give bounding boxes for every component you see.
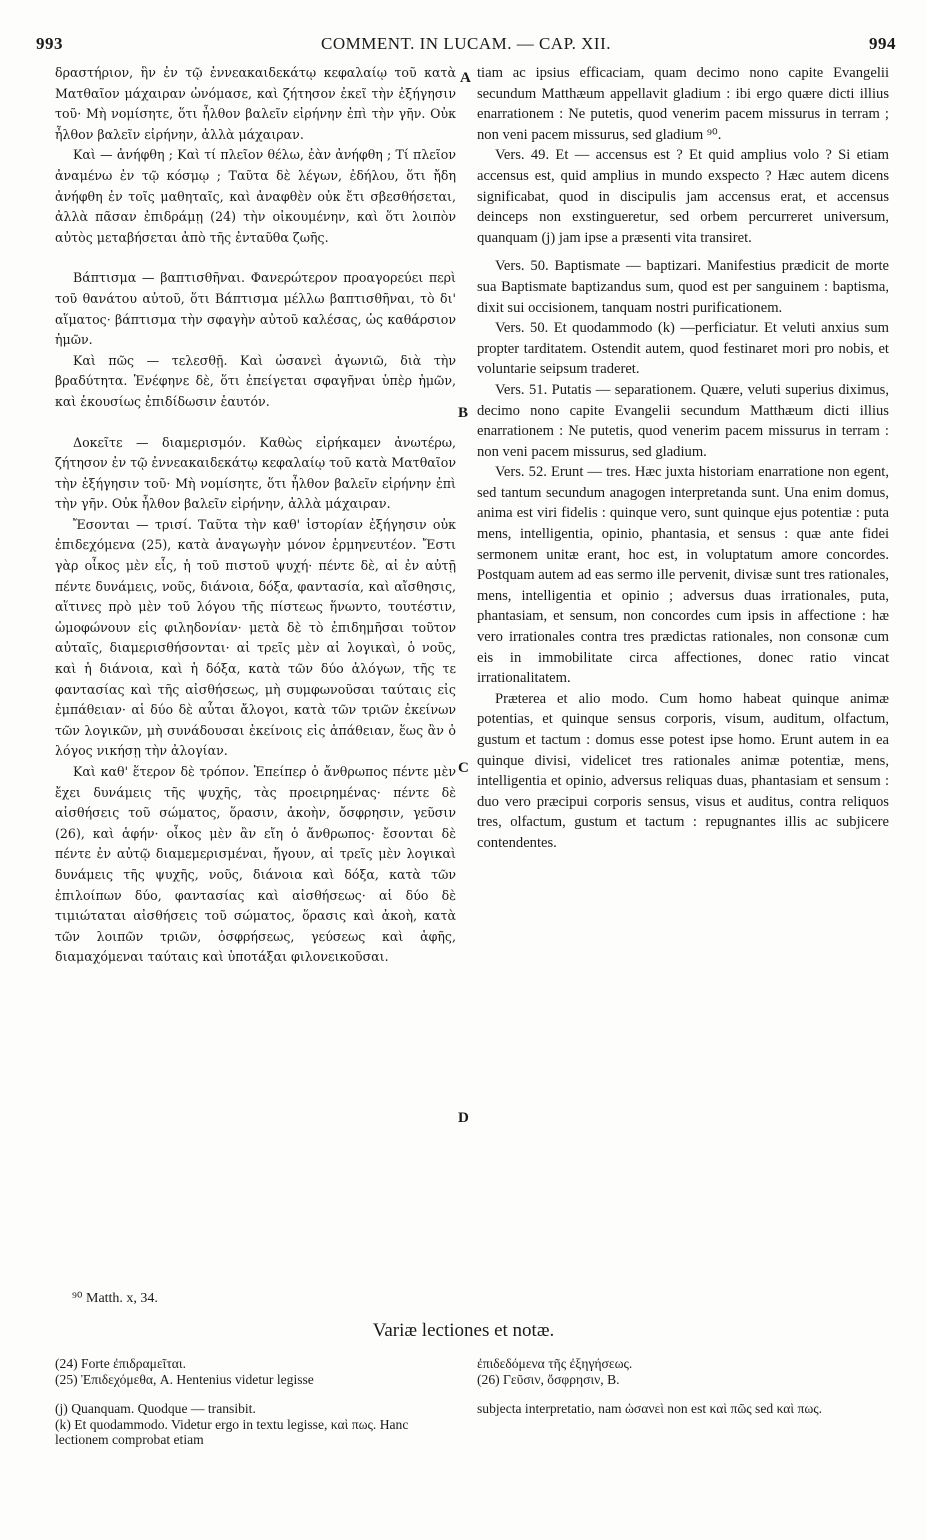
note-entry: (k) Et quodammodo. Videtur ergo in textu legisse, καὶ πως. Hanc lectionem comprobat etiam [55, 1416, 409, 1448]
latin-paragraph: Vers. 50. Baptismate — baptizari. Manifestius prædicit de morte sua Baptismate baptizandus sum, quod est per sanguinem : baptisma, dixit sui occisionem, tanquam nostri purificationem. [477, 258, 889, 316]
latin-paragraph: Præterea et alio modo. Cum homo habeat quinque animæ potentias, et quinque sensus corporis, visum, auditum, olfactum, gustum et tactum : domus esse potest ipse homo. Erunt autem in ea quinque divisi, videlicet tres rationales animæ potentiæ, mens, intelligentia et opinio, adversus reliquas duas, phantasiam et sensum : duo vero præcipui corporis sensus, visus et auditus, contra reliquos tres, olfactum, gustum et tactum : repugnantes illis ac subjicere contendentes. [477, 690, 889, 851]
greek-column [55, 63, 456, 968]
greek-paragraph: Καὶ — ἀνήφθη ; Καὶ τί πλεῖον θέλω, ἐὰν ἀνήφθη ; Τί πλεῖον ἀναμένω ἐν τῷ κόσμῳ ; Ταῦτα δὲ λέγων, ἐδήλου, ὅτι ἤδη ἀνήφθη ἐν τοῖς μαθηταῖς, καὶ ἀναφθὲν οὐκ ἔτι σβεσθήσεται, ἀλλὰ πᾶσαν ἐπιδράμῃ (24) τὴν οἰκουμένην, καὶ ὅτι λοιπὸν αὐτὸς μεταβήσεται ἀπὸ τῆς ἐνταῦθα ζωῆς. [55, 147, 456, 245]
running-header [36, 34, 896, 56]
latin-paragraph: Vers. 51. Putatis — separationem. Quære, veluti superius diximus, decimo nono capite Evangelii secundum Matthæum dicti illius enarrationem : Ne putetis, quod venerim pacem missurus in terram : non veni pacem missurus, sed gladium. [477, 381, 889, 460]
margin-letter-b: B [458, 405, 469, 421]
note-entry: (26) Γεῦσιν, ὄσφρησιν, B. [477, 1371, 620, 1387]
notes-left-column [55, 1356, 465, 1448]
margin-letter-c: C [458, 760, 469, 776]
note-entry: ἐπιδεδόμενα τῆς ἐξηγήσεως. [477, 1356, 633, 1371]
greek-paragraph: Καὶ καθ' ἕτερον δὲ τρόπον. Ἐπείπερ ὁ ἄνθρωπος πέντε μὲν ἔχει δυνάμεις τῆς ψυχῆς, τὰς προειρημένας· πέντε δὲ αἰσθήσεις τοῦ σώματος, ὅρασιν, ἀκοὴν, ὄσφρησιν, γεῦσιν (26), καὶ ἁφήν· οἶκος μὲν ἂν εἴη ὁ ἄνθρωπος· ἔσονται δὲ πέντε ἐν αὐτῷ διαμεμερισμέναι, ἤγουν, αἱ τρεῖς μὲν λογικαὶ δυνάμεις τῆς ψυχῆς, νοῦς, διάνοια καὶ δόξα, κατὰ τῶν ἐπιλοίπων δύο, φαντασίας καὶ αἰσθήσεως· αἱ δύο δὲ τιμιώταται αἰσθήσεις τοῦ σώματος, ὅρασις καὶ ἀκοὴ, κατὰ τῶν λοιπῶν τριῶν, ὀσφρήσεως, γεύσεως καὶ ἁφῆς, διαμαχόμεναι ταύταις καὶ ὑποτάξαι φιλονεικοῦσαι. [55, 764, 456, 965]
greek-paragraph: δραστήριον, ἣν ἐν τῷ ἐννεακαιδεκάτῳ κεφαλαίῳ τοῦ κατὰ Ματθαῖον μάχαιραν ὠνόμασε, καὶ ζήτησον ἐκεῖ τὴν ἐξήγησιν τοῦ· Μὴ νομίσητε, ὅτι ἦλθον βαλεῖν εἰρήνην ἐπὶ τὴν γῆν. Οὐκ ἦλθον βαλεῖν εἰρήνην, ἀλλὰ μάχαιραν. [55, 65, 456, 142]
page-number-left: 993 [36, 34, 63, 53]
margin-letter-d: D [458, 1110, 469, 1126]
margin-letter-a: A [460, 70, 471, 86]
latin-paragraph: Vers. 50. Et quodammodo (k) —perficiatur. Et veluti anxius sum propter tarditatem. Ostendit autem, quod festinaret mori pro nobis, et voluntarie seipsum traderet. [477, 320, 889, 378]
note-entry: (j) Quanquam. Quodque — transibit. [55, 1401, 256, 1417]
greek-paragraph: Καὶ πῶς — τελεσθῇ. Καὶ ὡσανεὶ ἀγωνιῶ, διὰ τὴν βραδύτητα. Ἐνέφηνε δὲ, ὅτι ἐπείγεται σφαγῆναι ὑπὲρ ἡμῶν, καὶ ἑκουσίως ἐπιδίδωσιν ἑαυτόν. [55, 352, 456, 409]
notes-title: Variæ lectiones et notæ. [372, 1320, 555, 1341]
note-entry: subjecta interpretatio, nam ὡσανεὶ non est καὶ πῶς sed καὶ πως. [477, 1401, 823, 1417]
latin-column [477, 63, 889, 854]
greek-paragraph: Ἔσονται — τρισί. Ταῦτα τὴν καθ' ἱστορίαν ἐξήγησιν οὐκ ἐπιδεχόμενα (25), κατὰ ἀναγωγὴν μόνον ἑρμηνευτέον. Ἔστι γὰρ οἶκος μὲν εἷς, ἡ τοῦ πιστοῦ ψυχή· πέντε δὲ, αἱ ἐν αὐτῇ πέντε δυνάμεις, νοῦς, διάνοια, δόξα, φαντασία, καὶ αἴσθησις, αἵτινες πρὸ μὲν τοῦ λόγου τῆς πίστεως ἥνωντο, τουτέστιν, ὡμοφώνουν εἰς φιληδονίαν· μετὰ δὲ τὸ ἐπιδημῆσαι τοῦτον αὐταῖς, διαμερισθήσονται· αἱ τρεῖς μὲν αἱ λογικαὶ, ὁ νοῦς, καὶ ἡ διάνοια, καὶ ἡ δόξα, κατὰ τῶν δύο ἀλόγων, τῆς τε φαντασίας καὶ τῆς αἰσθήσεως, μὴ συμφωνοῦσαι ταύταις εἰς ἐμπάθειαν· αἱ δύο δὲ αὗται ἄλογοι, κατὰ τῶν τριῶν ἐκείνων τῶν λογικῶν, μὴ συνάδουσαι ἐκείνοις εἰς ἀπάθειαν, ἕως ἂν ὁ λόγος νικήσῃ τὴν ἀλογίαν. [55, 516, 456, 759]
latin-paragraph: tiam ac ipsius efficaciam, quam decimo nono capite Evangelii secundum Matthæum appellavit gladium : ibi ergo quære dicti illius enarrationem : Ne putetis, quod venerim pacem missurus in terram ; non veni pacem missurus, sed gladium ⁹⁰. [477, 65, 889, 143]
greek-paragraph: Δοκεῖτε — διαμερισμόν. Καθὼς εἰρήκαμεν ἀνωτέρω, ζήτησον ἐν τῷ ἐννεακαιδεκάτῳ κεφαλαίῳ τοῦ κατὰ Ματθαῖον τὴν ἐξήγησιν τοῦ· Μὴ νομίσητε, ὅτι ἦλθον βαλεῖν εἰρήνην ἐπὶ τὴν γῆν. Οὐκ ἦλθον βαλεῖν εἰρήνην, ἀλλὰ μάχαιραν. [55, 434, 456, 512]
latin-paragraph: Vers. 49. Et — accensus est ? Et quid amplius volo ? Si etiam accensus est, quid amplius in mundo exspecto ? Hæc autem dicens significabat, quod in discipulis jam accensus erat, et accensus deinceps non exstingueretur, sed orbem percurreret universum, quanquam (j) jam ipse a præsenti vita transiret. [477, 147, 889, 246]
footnote: ⁹⁰ Matth. x, 34. [72, 1291, 158, 1306]
page-number-right: 994 [869, 34, 896, 53]
note-entry: (24) Forte ἐπιδραμεῖται. [55, 1356, 186, 1371]
notes-right-column [477, 1356, 887, 1417]
note-entry: (25) Ἐπιδεχόμεθα, A. Hentenius videtur legisse [55, 1371, 314, 1387]
greek-paragraph: Βάπτισμα — βαπτισθῆναι. Φανερώτερον προαγορεύει περὶ τοῦ θανάτου αὐτοῦ, ὅτι Βάπτισμα μέλλω βαπτισθῆναι, τὸ δι' αἵματος· βάπτισμα τὴν σφαγὴν αὐτοῦ καλέσας, ὡς καθάρσιον ἡμῶν. [55, 270, 456, 348]
running-title: COMMENT. IN LUCAM. — CAP. XII. [321, 34, 611, 53]
latin-paragraph: Vers. 52. Erunt — tres. Hæc juxta historiam enarratione non egent, sed tantum secundum anagogen interpretanda sunt. Una enim domus, anima est viri fidelis : quinque vero, sunt quinque ejus potentiæ : puta mens, intelligentia, opinio, phantasia, et sensus : quæ ante fidei sermonem unitæ erant, hoc est, in voluptatum amore concordes. Postquam autem ad eas sermo ille pervenit, divisæ sunt tres rationales, mens, intelligentia et opinio ; adversus duas irrationales, puta, phantasiam, et sensum, non concordes cum ipsis in affectione : hæ vero irrationales contra tres prædictas rationales, non consonæ cum eis in immobilitate circa affectiones, donec ratio vincat irrationalitatem. [477, 464, 889, 687]
